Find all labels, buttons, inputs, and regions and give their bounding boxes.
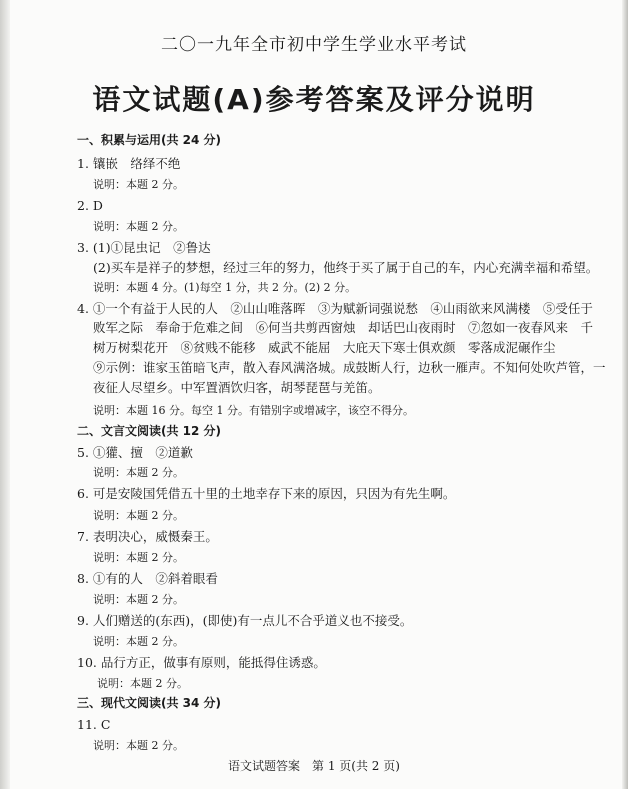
answer-line: 2. D bbox=[77, 198, 103, 213]
answer-line: 9. 人们赠送的(东西)，(即使)有一点儿不合乎道义也不接受。 bbox=[77, 613, 413, 628]
scoring-note: 说明：本题 2 分。 bbox=[93, 466, 184, 479]
answer-line: 夜征人尽望乡。中军置酒饮归客，胡琴琵琶与羌笛。 bbox=[93, 380, 381, 395]
answer-line: 11. C bbox=[77, 717, 111, 732]
scoring-note: 说明：本题 2 分。 bbox=[93, 509, 184, 522]
answer-line: ⑨示例：谁家玉笛暗飞声，散入春风满洛城。成鼓断人行，边秋一雁声。不知何处吹芦管，一 bbox=[93, 360, 606, 375]
answer-line: 6. 可是安陵国凭借五十里的土地幸存下来的原因，只因为有先生啊。 bbox=[77, 486, 456, 501]
answer-line: 10. 品行方正，做事有原则，能抵得住诱惑。 bbox=[77, 655, 326, 670]
section-heading: 三、现代文阅读(共 34 分) bbox=[77, 696, 222, 710]
scoring-note: 说明：本题 2 分。 bbox=[97, 677, 188, 690]
page-footer: 语文试题答案 第 1 页(共 2 页) bbox=[228, 759, 400, 773]
answer-line: 4. ①一个有益于人民的人 ②山山唯落晖 ③为赋新词强说愁 ④山雨欲来风满楼 ⑤受任于 bbox=[77, 301, 593, 316]
scoring-note: 说明：本题 2 分。 bbox=[93, 220, 184, 233]
scoring-note: 说明：本题 2 分。 bbox=[93, 593, 184, 606]
page-left-shadow bbox=[0, 0, 10, 789]
answer-line: 8. ①有的人 ②斜着眼看 bbox=[77, 571, 218, 586]
scoring-note: 说明：本题 2 分。 bbox=[93, 551, 184, 564]
answer-line: 3. (1)①昆虫记 ②鲁达 bbox=[77, 240, 211, 255]
scoring-note: 说明：本题 16 分。每空 1 分。有错别字或增减字，该空不得分。 bbox=[93, 404, 414, 417]
scoring-note: 说明：本题 2 分。 bbox=[93, 178, 184, 191]
answer-line: 1. 镶嵌 络绎不绝 bbox=[77, 156, 181, 171]
page-right-shadow bbox=[622, 0, 628, 789]
scoring-note: 说明：本题 2 分。 bbox=[93, 739, 184, 752]
scoring-note: 说明：本题 4 分。(1)每空 1 分，共 2 分。(2) 2 分。 bbox=[93, 281, 357, 294]
answer-line: (2)买车是祥子的梦想，经过三年的努力，他终于买了属于自己的车，内心充满幸福和希望。 bbox=[93, 260, 599, 275]
scoring-note: 说明：本题 2 分。 bbox=[93, 635, 184, 648]
exam-header: 二〇一九年全市初中学生学业水平考试 bbox=[161, 35, 467, 55]
section-heading: 二、文言文阅读(共 12 分) bbox=[77, 424, 222, 438]
answer-line: 败军之际 奉命于危难之间 ⑥何当共剪西窗烛 却话巴山夜雨时 ⑦忽如一夜春风来 千 bbox=[93, 320, 594, 335]
section-heading: 一、积累与运用(共 24 分) bbox=[77, 133, 222, 147]
document-title: 语文试题(A)参考答案及评分说明 bbox=[92, 83, 536, 116]
answer-line: 树万树梨花开 ⑧贫贱不能移 威武不能屈 大庇天下寒士俱欢颜 零落成泥碾作尘 bbox=[93, 340, 556, 355]
answer-line: 7. 表明决心，威慑秦王。 bbox=[77, 529, 218, 544]
answer-line: 5. ①獾、擅 ②道歉 bbox=[77, 445, 193, 460]
